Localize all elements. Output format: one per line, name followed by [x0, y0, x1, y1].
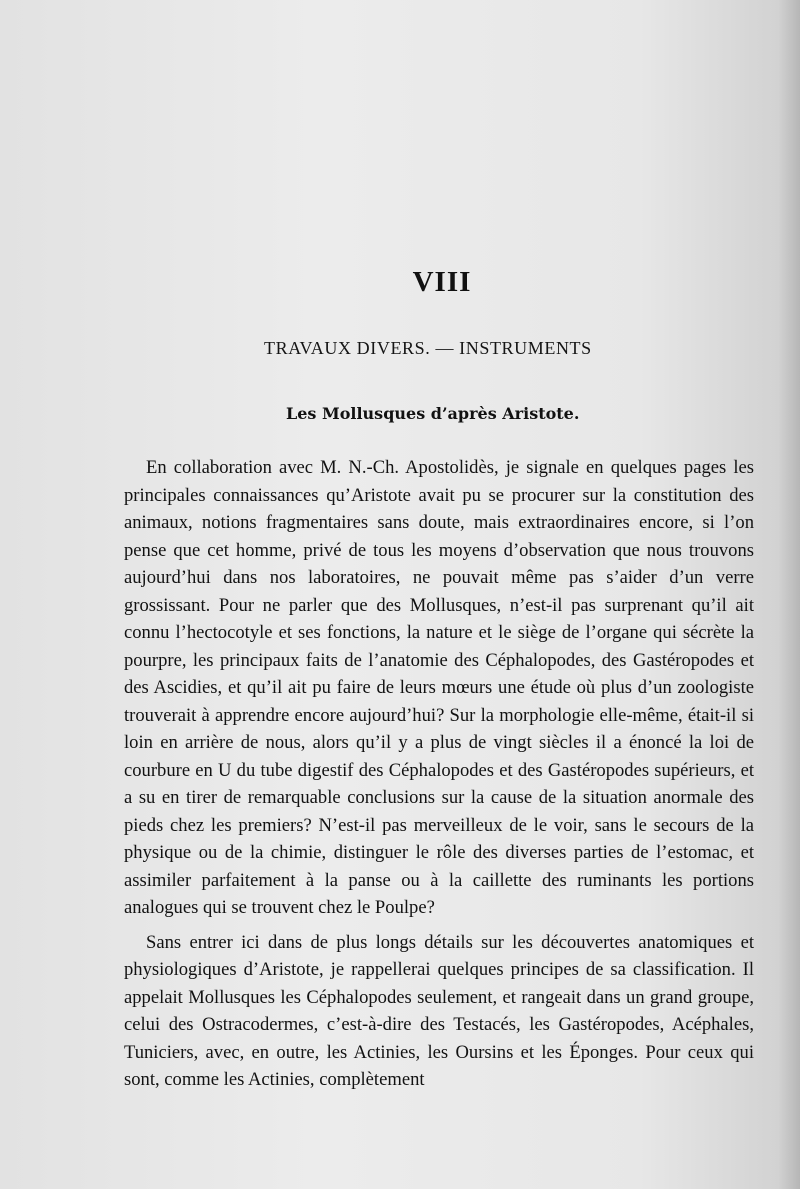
body-text — [124, 454, 754, 1094]
page-edge-shadow — [778, 0, 800, 1189]
chapter-title: TRAVAUX DIVERS. — INSTRUMENTS — [264, 338, 592, 358]
paragraph: Sans entrer ici dans de plus longs détails sur les découvertes anatomiques et physiologiques d’Aristote, je rappellerai quelques principes de sa classification. Il appelait Mollusques les Céphalopodes seulement, et rangeait dans un grand groupe, celui des Ostracodermes, c’est-à-dire des Testacés, les Gastéropodes, Acéphales, Tuniciers, avec, en outre, les Actinies, les Oursins et les Éponges. Pour ceux qui sont, comme les Actinies, complètement — [124, 931, 754, 1090]
section-title: Les Mollusques d’après Aristote. — [286, 404, 580, 423]
chapter-number: VIII — [412, 266, 472, 298]
paragraph: En collaboration avec M. N.-Ch. Apostolidès, je signale en quelques pages les principales connaissances qu’Aristote avait pu se procurer sur la constitution des animaux, notions fragmentaires sans doute, mais extraordinaires encore, si l’on pense que cet homme, privé de tous les moyens d’observation que nous trouvons aujourd’hui dans nos laboratoires, ne pouvait même pas s’aider d’un verre grossissant. Pour ne parler que des Mollusques, n’est-il pas surprenant qu’il ait connu l’hectocotyle et ses fonctions, la nature et le siège de l’organe qui sécrète la pourpre, les principaux faits de l’anatomie des Céphalopodes, des Gastéropodes et des Ascidies, et qu’il ait pu faire de leurs mœurs une étude où plus d’un zoologiste trouverait à apprendre encore aujourd’hui? Sur la morphologie elle-même, était-il si loin en arrière de nous, alors qu’il y a plus de vingt siècles il a énoncé la loi de courbure en U du tube digestif des Céphalopodes et des Gastéropodes supérieurs, et a su en tirer de remarquable conclusions sur la cause de la situation anormale des pieds chez les premiers? N’est-il pas merveilleux de le voir, sans le secours de la physique ou de la chimie, distinguer le rôle des diverses parties de l’estomac, et assimiler parfaitement à la panse ou à la caillette des ruminants les portions analogues qui se trouvent chez le Poulpe? — [124, 457, 754, 918]
